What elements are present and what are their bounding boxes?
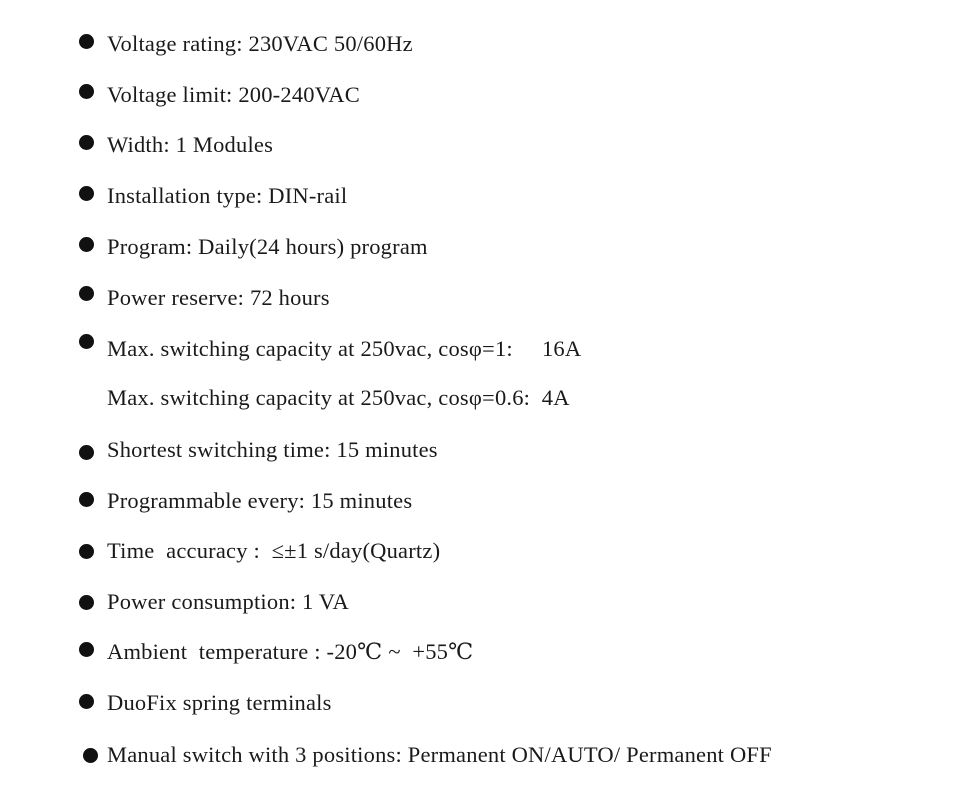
spec-item-voltage-rating	[0, 29, 954, 59]
spec-item-ambient-temperature	[0, 637, 954, 667]
spec-text: Installation type: DIN-rail	[107, 183, 348, 208]
spec-text: Width: 1 Modules	[107, 132, 274, 157]
spec-text: DuoFix spring terminals	[107, 690, 332, 715]
bullet-icon	[79, 642, 94, 657]
bullet-icon	[79, 84, 94, 99]
bullet-icon	[79, 492, 94, 507]
bullet-icon	[79, 544, 94, 559]
spec-item-voltage-limit	[0, 80, 954, 110]
spec-text: Program: Daily(24 hours) program	[107, 234, 428, 259]
spec-text: Time accuracy : ≤±1 s/day(Quartz)	[107, 538, 441, 563]
bullet-icon	[79, 334, 94, 349]
spec-item-manual-switch	[0, 740, 954, 770]
spec-text: Power reserve: 72 hours	[107, 285, 330, 310]
spec-item-power-consumption	[0, 587, 954, 617]
bullet-icon	[79, 595, 94, 610]
spec-item-programmable-every	[0, 486, 954, 516]
bullet-icon	[79, 34, 94, 49]
spec-text: Voltage limit: 200-240VAC	[107, 82, 360, 107]
spec-item-width	[0, 130, 954, 160]
spec-text: Voltage rating: 230VAC 50/60Hz	[107, 31, 413, 56]
spec-text: Shortest switching time: 15 minutes	[107, 437, 438, 462]
bullet-icon	[79, 445, 94, 460]
spec-text: Ambient temperature : -20℃ ~ +55℃	[107, 639, 474, 664]
spec-item-installation-type	[0, 181, 954, 211]
bullet-icon	[79, 135, 94, 150]
spec-item-switching-capacity-cos06	[0, 383, 954, 413]
bullet-icon	[79, 237, 94, 252]
bullet-icon	[79, 286, 94, 301]
bullet-icon	[83, 748, 98, 763]
spec-text: Max. switching capacity at 250vac, cosφ=0.6: 4A	[107, 385, 570, 410]
bullet-icon	[79, 694, 94, 709]
spec-item-program	[0, 232, 954, 262]
spec-item-shortest-switching-time	[0, 435, 954, 465]
bullet-icon	[79, 186, 94, 201]
spec-text: Max. switching capacity at 250vac, cosφ=1: 16A	[107, 336, 582, 361]
spec-item-power-reserve	[0, 283, 954, 313]
spec-text: Programmable every: 15 minutes	[107, 488, 413, 513]
spec-item-duofix-terminals	[0, 688, 954, 718]
spec-item-switching-capacity-cos1	[0, 334, 954, 364]
spec-text: Manual switch with 3 positions: Permanent ON/AUTO/ Permanent OFF	[107, 742, 772, 767]
spec-text: Power consumption: 1 VA	[107, 589, 349, 614]
spec-item-time-accuracy	[0, 536, 954, 566]
